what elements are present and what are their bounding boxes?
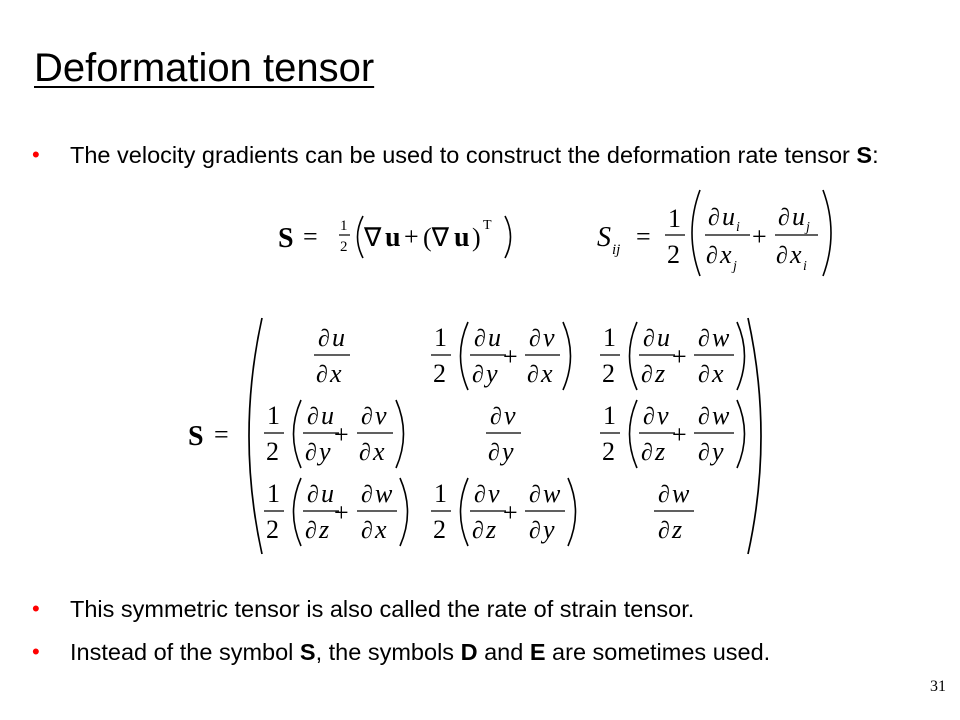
svg-text:w: w	[375, 479, 393, 508]
svg-text:v: v	[488, 479, 500, 508]
svg-text:S: S	[597, 222, 611, 253]
svg-text:2: 2	[433, 359, 446, 388]
svg-text:1: 1	[267, 479, 280, 508]
svg-text:u: u	[792, 202, 805, 231]
svg-text:∂: ∂	[305, 440, 317, 466]
svg-text:y: y	[502, 437, 514, 466]
cell-3-3	[654, 479, 694, 544]
svg-text:w: w	[543, 479, 561, 508]
svg-text:∂: ∂	[641, 440, 653, 466]
svg-text:∂: ∂	[658, 518, 670, 544]
svg-text:ij: ij	[612, 242, 621, 258]
svg-text:w: w	[712, 401, 730, 430]
svg-text:u: u	[722, 202, 735, 231]
svg-text:x: x	[712, 359, 724, 388]
svg-text:∂: ∂	[658, 482, 670, 508]
svg-text:∂: ∂	[527, 362, 539, 388]
svg-text:2: 2	[602, 359, 615, 388]
svg-text:z: z	[319, 515, 330, 544]
svg-text:2: 2	[340, 239, 348, 255]
svg-text:(∇: (∇	[423, 223, 450, 252]
cell-1-2	[431, 322, 571, 390]
svg-text:y: y	[486, 359, 498, 388]
svg-text:2: 2	[602, 437, 615, 466]
svg-text:u: u	[657, 323, 670, 352]
svg-text:∂: ∂	[472, 362, 484, 388]
cell-1-3	[600, 322, 745, 390]
svg-text:1: 1	[603, 401, 616, 430]
svg-text:+: +	[334, 420, 349, 449]
page-number: 31	[930, 678, 946, 695]
svg-text:1: 1	[340, 218, 348, 234]
svg-text:x: x	[375, 515, 387, 544]
cell-3-2	[431, 478, 576, 546]
svg-text:∂: ∂	[708, 205, 720, 231]
svg-text:u: u	[332, 323, 345, 352]
svg-text:S: S	[188, 421, 204, 452]
cell-2-3	[600, 400, 745, 468]
svg-text:1: 1	[434, 323, 447, 352]
svg-text:w: w	[672, 479, 690, 508]
svg-text:1: 1	[267, 401, 280, 430]
svg-text:u: u	[454, 222, 470, 253]
svg-text:u: u	[321, 401, 334, 430]
svg-text:v: v	[504, 401, 516, 430]
svg-text:): )	[472, 223, 481, 252]
svg-text:∂: ∂	[316, 362, 328, 388]
svg-text:x: x	[720, 240, 732, 269]
svg-text:i: i	[736, 220, 740, 235]
svg-text:w: w	[712, 323, 730, 352]
svg-text:∂: ∂	[305, 518, 317, 544]
svg-text:v: v	[543, 323, 555, 352]
bullet-text: The velocity gradients can be used to construct the deformation rate tensor S:	[70, 142, 879, 168]
svg-text:=: =	[214, 420, 229, 449]
svg-text:v: v	[657, 401, 669, 430]
svg-text:=: =	[303, 222, 318, 251]
svg-text:∂: ∂	[529, 482, 541, 508]
svg-text:2: 2	[266, 515, 279, 544]
svg-text:2: 2	[266, 437, 279, 466]
svg-text:+: +	[503, 498, 518, 527]
svg-text:=: =	[636, 222, 651, 251]
svg-text:u: u	[385, 222, 401, 253]
svg-text:∂: ∂	[318, 326, 330, 352]
cell-2-1	[264, 400, 404, 468]
svg-text:∂: ∂	[643, 404, 655, 430]
svg-text:+: +	[672, 342, 687, 371]
bullet-text: Instead of the symbol S, the symbols D and E are sometimes used.	[70, 639, 771, 665]
svg-text:∂: ∂	[361, 518, 373, 544]
slide-title: Deformation tensor	[34, 46, 375, 90]
svg-text:z: z	[672, 515, 683, 544]
bullet-text: This symmetric tensor is also called the rate of strain tensor.	[70, 596, 695, 622]
svg-text:y: y	[319, 437, 331, 466]
svg-text:+: +	[404, 222, 419, 251]
cell-3-1	[264, 478, 408, 546]
svg-text:+: +	[503, 342, 518, 371]
svg-text:x: x	[330, 359, 342, 388]
svg-text:i: i	[803, 259, 807, 274]
cell-2-2	[486, 401, 521, 466]
svg-text:∂: ∂	[472, 518, 484, 544]
bullet-dot: •	[32, 639, 40, 664]
svg-text:1: 1	[603, 323, 616, 352]
svg-text:u: u	[321, 479, 334, 508]
svg-text:y: y	[712, 437, 724, 466]
svg-text:∂: ∂	[698, 326, 710, 352]
svg-text:∂: ∂	[361, 404, 373, 430]
svg-text:z: z	[655, 437, 666, 466]
svg-text:2: 2	[433, 515, 446, 544]
svg-text:v: v	[375, 401, 387, 430]
svg-text:∂: ∂	[641, 362, 653, 388]
svg-text:∂: ∂	[490, 404, 502, 430]
svg-text:1: 1	[668, 204, 681, 233]
svg-text:∂: ∂	[698, 404, 710, 430]
svg-text:+: +	[334, 498, 349, 527]
svg-text:∂: ∂	[359, 440, 371, 466]
svg-text:S: S	[278, 223, 294, 254]
svg-text:∂: ∂	[307, 404, 319, 430]
svg-text:y: y	[543, 515, 555, 544]
svg-text:1: 1	[434, 479, 447, 508]
svg-text:∂: ∂	[474, 482, 486, 508]
svg-text:T: T	[483, 218, 492, 233]
svg-text:+: +	[752, 222, 767, 251]
svg-text:∂: ∂	[474, 326, 486, 352]
svg-text:∂: ∂	[529, 326, 541, 352]
svg-text:∂: ∂	[698, 362, 710, 388]
svg-text:2: 2	[667, 240, 680, 269]
svg-text:∇: ∇	[364, 223, 382, 252]
bullet-dot: •	[32, 142, 40, 167]
svg-text:u: u	[488, 323, 501, 352]
svg-text:x: x	[373, 437, 385, 466]
svg-text:∂: ∂	[698, 440, 710, 466]
svg-text:z: z	[486, 515, 497, 544]
svg-text:x: x	[541, 359, 553, 388]
svg-text:∂: ∂	[778, 205, 790, 231]
svg-text:∂: ∂	[361, 482, 373, 508]
svg-text:z: z	[655, 359, 666, 388]
cell-1-1	[314, 323, 350, 388]
svg-text:j: j	[806, 220, 810, 235]
bullet-dot: •	[32, 596, 40, 621]
svg-text:∂: ∂	[706, 243, 718, 269]
svg-text:∂: ∂	[529, 518, 541, 544]
svg-text:∂: ∂	[643, 326, 655, 352]
svg-text:+: +	[672, 420, 687, 449]
svg-text:∂: ∂	[776, 243, 788, 269]
svg-text:∂: ∂	[488, 440, 500, 466]
svg-text:j: j	[733, 259, 737, 274]
svg-text:∂: ∂	[307, 482, 319, 508]
svg-text:x: x	[790, 240, 802, 269]
